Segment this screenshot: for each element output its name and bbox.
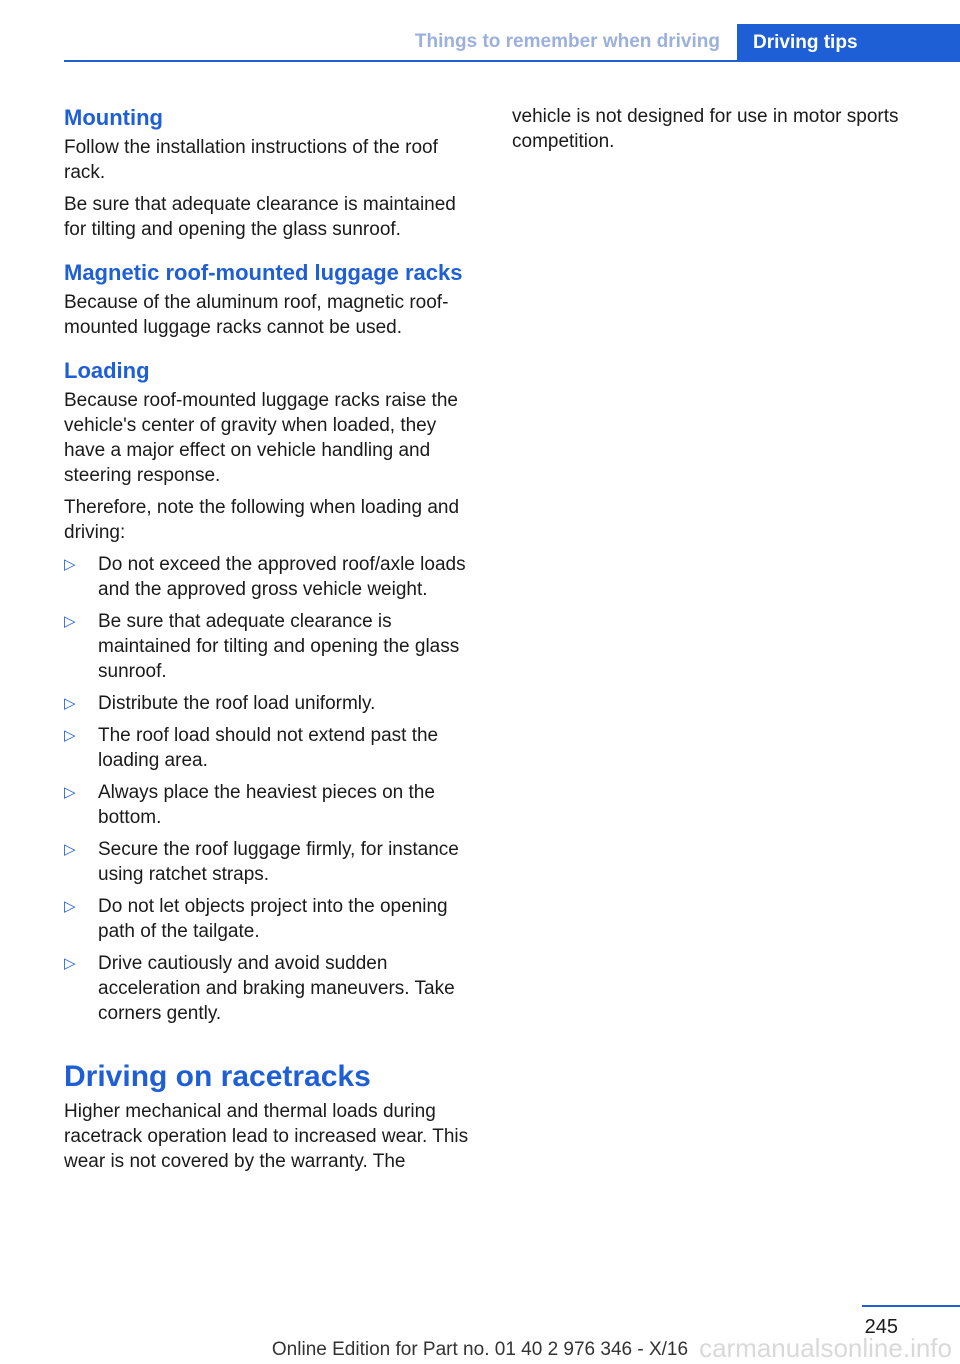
list-item xyxy=(64,552,482,602)
list-item xyxy=(64,951,482,1026)
triangle-bullet-icon: ▷ xyxy=(64,613,76,630)
triangle-bullet-icon: ▷ xyxy=(64,898,76,915)
paragraph-continuation: vehicle is not designed for use in motor sports competition. xyxy=(512,106,899,152)
list-item-text: Always place the heaviest pieces on the bottom. xyxy=(98,782,435,828)
header-section-title: Things to remember when driving xyxy=(414,31,720,52)
page-number-rule xyxy=(862,1305,960,1307)
heading-loading: Loading xyxy=(64,358,150,383)
list-item-text: Secure the roof luggage firmly, for instance using ratchet straps. xyxy=(98,839,459,885)
list-item xyxy=(64,894,482,944)
paragraph: Be sure that adequate clearance is maintained for tilting and opening the glass sunroof. xyxy=(64,194,456,240)
heading-driving-on-racetracks: Driving on racetracks xyxy=(64,1060,371,1093)
list-item-text: Do not let objects project into the opening path of the tailgate. xyxy=(98,896,448,942)
list-item-text: Distribute the roof load uniformly. xyxy=(98,693,376,714)
list-item xyxy=(64,780,482,830)
triangle-bullet-icon: ▷ xyxy=(64,841,76,858)
triangle-bullet-icon: ▷ xyxy=(64,784,76,801)
triangle-bullet-icon: ▷ xyxy=(64,727,76,744)
list-item-text: Be sure that adequate clearance is maintained for tilting and opening the glass sunroof. xyxy=(98,611,460,682)
header-chapter-tab: Driving tips xyxy=(737,24,960,61)
list-item xyxy=(64,837,482,887)
list-item xyxy=(64,691,482,716)
edition-footer: Online Edition for Part no. 01 40 2 976 346 - X/16 xyxy=(271,1339,689,1360)
heading-magnetic-racks: Magnetic roof-mounted luggage racks xyxy=(64,260,463,285)
watermark: carmanualsonline.info xyxy=(699,1333,952,1363)
left-column xyxy=(64,104,482,1174)
paragraph: Because of the aluminum roof, magnetic roof-mounted luggage racks cannot be used. xyxy=(64,292,449,338)
list-item-text: The roof load should not extend past the loading area. xyxy=(98,725,439,771)
page-number: 245 xyxy=(864,1316,898,1338)
list-item xyxy=(64,609,482,684)
triangle-bullet-icon: ▷ xyxy=(64,955,76,972)
list-item-text: Do not exceed the approved roof/axle loads and the approved gross vehicle weight. xyxy=(98,554,466,600)
triangle-bullet-icon: ▷ xyxy=(64,556,76,573)
paragraph: Because roof-mounted luggage racks raise the vehicle's center of gravity when loaded, they have a major effect on vehicle handling and steering response. xyxy=(64,390,458,486)
heading-mounting: Mounting xyxy=(64,105,163,130)
list-item-text: Drive cautiously and avoid sudden acceleration and braking maneuvers. Take corners gently. xyxy=(98,953,455,1024)
triangle-bullet-icon: ▷ xyxy=(64,695,76,712)
paragraph: Follow the installation instructions of the roof rack. xyxy=(64,137,438,183)
paragraph: Therefore, note the following when loading and driving: xyxy=(64,497,460,543)
paragraph: Higher mechanical and thermal loads during racetrack operation lead to increased wear. This wear is not covered by the warranty. The xyxy=(64,1101,469,1172)
loading-bullet-list xyxy=(64,552,482,1026)
list-item xyxy=(64,723,482,773)
right-column xyxy=(512,104,932,154)
